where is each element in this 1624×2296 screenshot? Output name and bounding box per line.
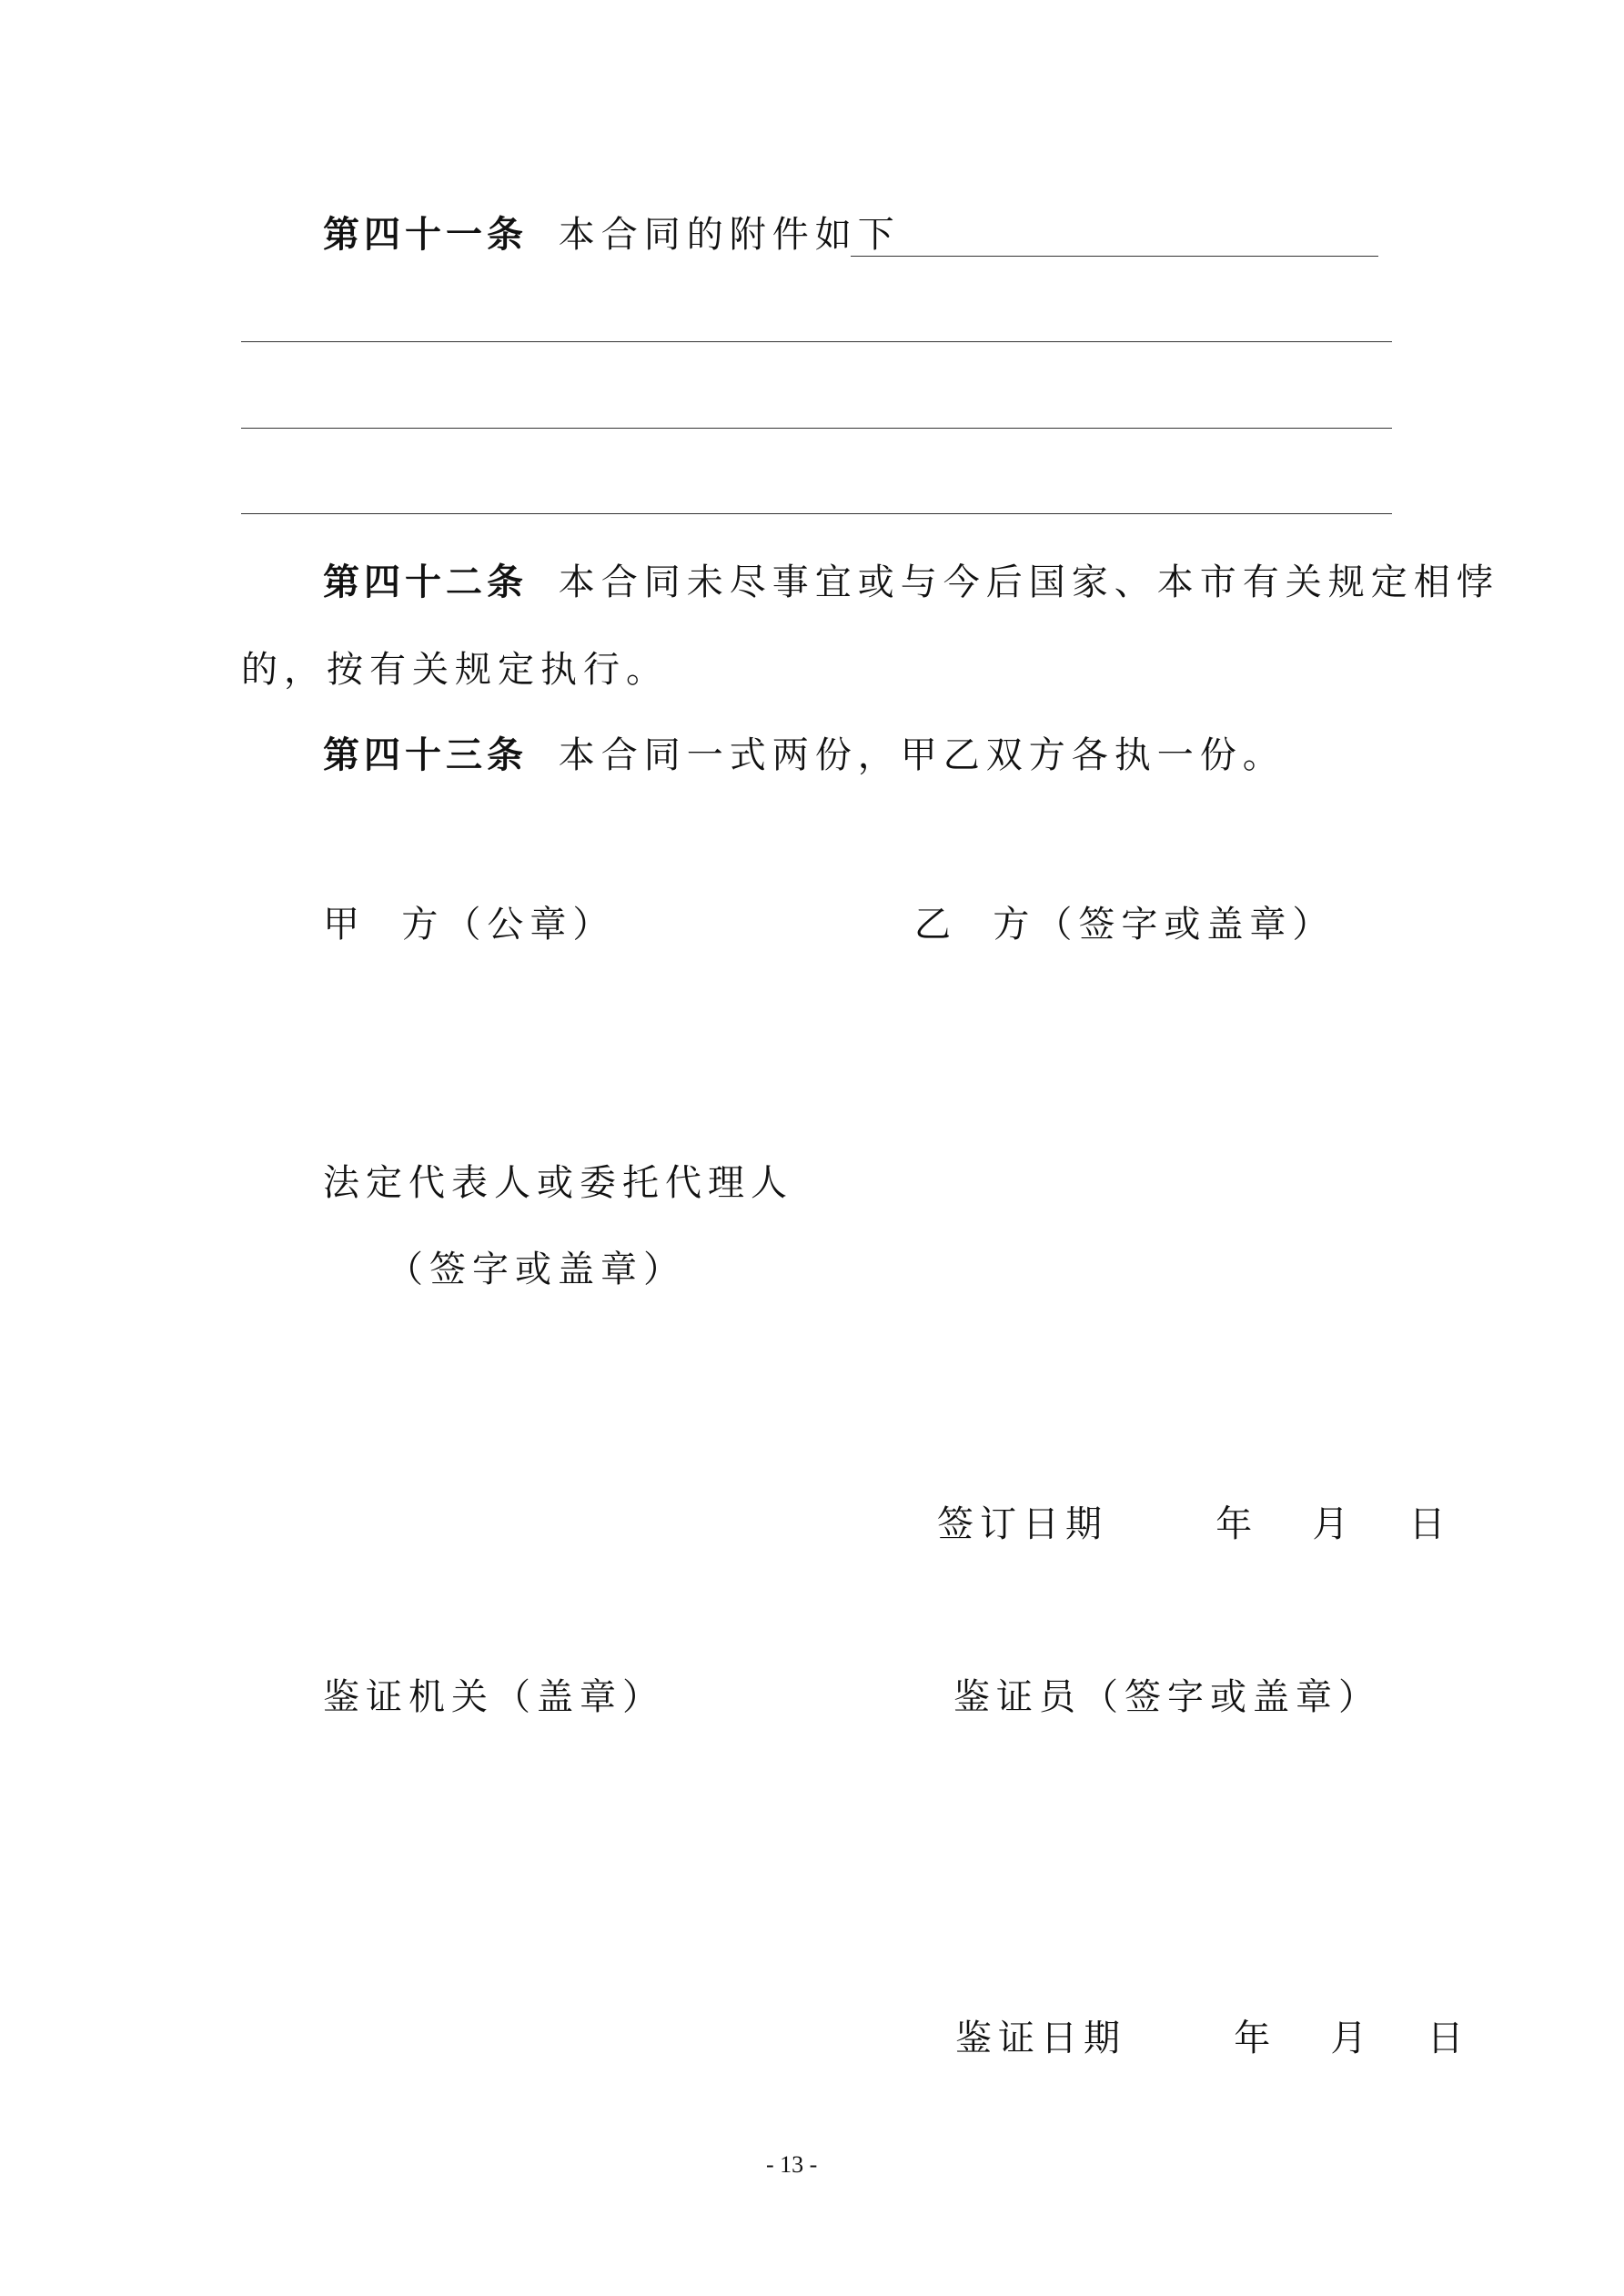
- article-42-heading: 第四十二条: [323, 561, 528, 603]
- article-42-line-2: [241, 649, 669, 691]
- legal-representative-label: 法定代表人或委托代理人: [323, 1162, 793, 1204]
- party-b-signature: 乙 方（签字或盖章）: [914, 904, 1336, 946]
- authentication-authority: 鉴证机关（盖章）: [323, 1676, 665, 1718]
- article-43-text: 本合同一式两份，甲乙双方各执一份。: [558, 734, 1286, 776]
- authentication-officer: 鉴证员（签字或盖章）: [953, 1676, 1381, 1718]
- article-43-line: [323, 733, 1286, 776]
- article-42-line-1: [323, 561, 1499, 603]
- authentication-date: 鉴证日期 年 月 日: [955, 2018, 1470, 2059]
- signing-date: 签订日期 年 月 日: [937, 1503, 1452, 1545]
- article-42-text-1: 本合同未尽事宜或与今后国家、本市有关规定相悖: [558, 561, 1499, 603]
- article-43-heading: 第四十三条: [323, 733, 528, 776]
- attachment-blank-line-2[interactable]: [241, 341, 1392, 342]
- attachment-blank-line-4[interactable]: [241, 513, 1392, 514]
- party-a-seal: 甲 方（公章）: [323, 904, 616, 946]
- attachment-blank-line-1[interactable]: [851, 256, 1378, 257]
- legal-representative-signature: （签字或盖章）: [387, 1249, 686, 1290]
- article-41-line: [323, 213, 901, 256]
- page-number: - 13 -: [766, 2151, 818, 2178]
- article-41-text: 本合同的附件如下: [558, 214, 901, 256]
- article-42-text-2: 的，按有关规定执行。: [241, 649, 669, 691]
- article-41-heading: 第四十一条: [323, 213, 528, 256]
- attachment-blank-line-3[interactable]: [241, 428, 1392, 429]
